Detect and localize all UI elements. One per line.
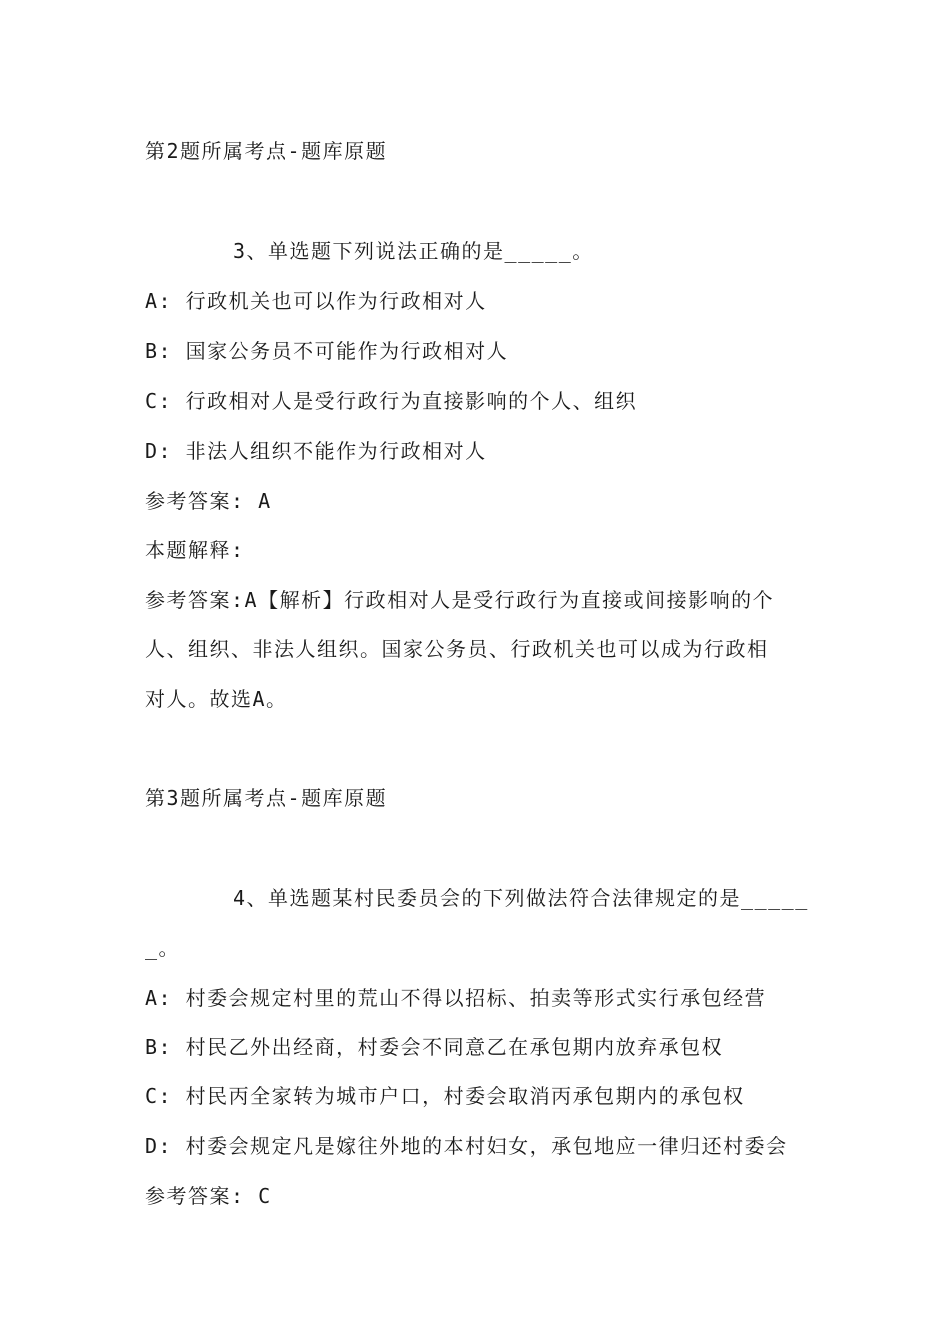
question-4-option-c: C: 村民丙全家转为城市户口，村委会取消丙承包期内的承包权 [145, 1084, 745, 1108]
question-3-option-b: B: 国家公务员不可能作为行政相对人 [145, 339, 509, 363]
question-3-option-a: A: 行政机关也可以作为行政相对人 [145, 289, 487, 313]
question-3-explanation-line-1: 参考答案:A【解析】行政相对人是受行政行为直接或间接影响的个 [145, 588, 775, 612]
question-3-option-c: C: 行政相对人是受行政行为直接影响的个人、组织 [145, 389, 638, 413]
section-3-heading: 第3题所属考点-题库原题 [145, 786, 388, 810]
question-3-answer: 参考答案: A [145, 489, 272, 513]
question-4-answer: 参考答案: C [145, 1184, 272, 1208]
question-4-stem-line-1: 4、单选题某村民委员会的下列做法符合法律规定的是_____ [233, 886, 809, 910]
question-3-explanation-label: 本题解释: [145, 538, 245, 562]
question-3-explanation-line-3: 对人。故选A。 [145, 687, 288, 711]
question-4-option-a: A: 村委会规定村里的荒山不得以招标、拍卖等形式实行承包经营 [145, 986, 767, 1010]
question-4-stem-line-2: _。 [145, 936, 181, 960]
section-2-heading: 第2题所属考点-题库原题 [145, 139, 388, 163]
question-3-option-d: D: 非法人组织不能作为行政相对人 [145, 439, 487, 463]
question-4-option-b: B: 村民乙外出经商，村委会不同意乙在承包期内放弃承包权 [145, 1035, 724, 1059]
question-3-explanation-line-2: 人、组织、非法人组织。国家公务员、行政机关也可以成为行政相 [145, 637, 769, 661]
question-4-option-d: D: 村委会规定凡是嫁往外地的本村妇女，承包地应一律归还村委会 [145, 1134, 788, 1158]
question-3-stem: 3、单选题下列说法正确的是_____。 [233, 239, 594, 263]
